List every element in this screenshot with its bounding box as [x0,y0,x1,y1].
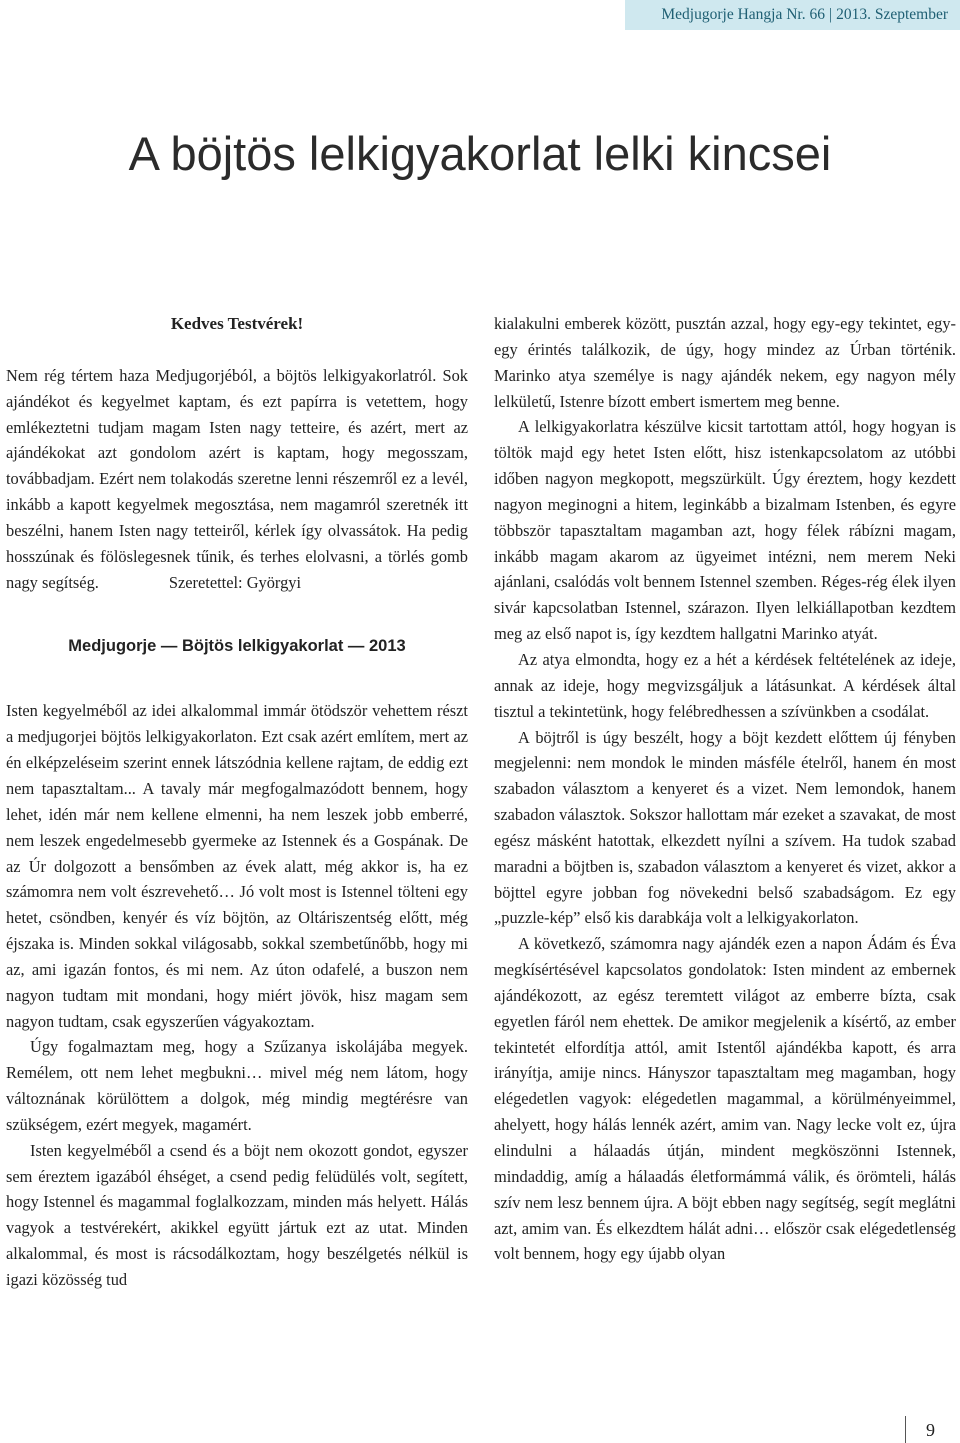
letter-body [6,363,468,596]
header-text [661,6,948,24]
left-paragraph-3: Isten kegyelméből a csend és a böjt nem okozott gondot, egyszer sem éreztem igazából éhséget, a csend pedig felüdülés volt, segített, hogy Istennel és magammal foglalkozzam, minden más helyett. Hálás vagyok a testvérekért, akikkel együtt jártuk ezt az utat. Minden alkalommal, és most is rácsodálkoztam, hogy beszélgetés nélkül is igazi közösség tud [6,1140,468,1289]
left-paragraph-1: Isten kegyelméből az idei alkalommal immár ötödször vehettem részt a medjugorjei böjtös lelkigyakorlaton. Ezt csak azért említem, mert az én elképzeléseim szerint ennek látszódnia kellene rajtam, de eddig ezt nem tapasztaltam... A tavaly már megfogalmazódott bennem, hogy lehet, idén már nem kellene elmenni, ha nem leszek jobb emberré, nem leszek engedelmesebb gyermeke az Istennek és a Gospának. De az Úr dolgozott a bensőmben az évek alatt, még akkor is, ha ez számomra nem volt észrevehető… Jó volt most is Istennel tölteni egy hetet, csöndben, kenyér és víz böjtön, az Oltáriszentség előtt, még éjszaka is. Minden sokkal világosabb, sokkal szembetűnőbb, hogy mi az, ami igazán fontos, és mi nem. Az úton odafelé, a buszon nem nagyon tudtam mit mondani, hogy miért jövök, hisz magam sem nagyon tudtam, csak egyszerűen vágyakoztam. [6,701,468,1031]
left-column [6,311,468,1293]
article-title: A böjtös lelkigyakorlat lelki kincsei [128,127,832,180]
right-paragraph-4: A böjtről is úgy beszélt, hogy a böjt kezdett előttem új fényben megjelenni: nem mondok le minden másféle ételről, hanem én most szabadon választom a kenyeret és a vizet. Nem lemondok, hanem szabadon választok. Sokszor hallottam már ezeket a szavakat, de most egész másként hatottak, elkezdett nyílni a szívem. Ha tudok szabad maradni a böjtben is, szabadon választom a kenyeret és vizet, akkor a böjttel egyre jobban fog növekedni belső szabadságom. Ez egy „puzzle-kép” első kis darabkája volt a lelkigyakorlaton. [494,727,956,928]
right-paragraph-2: A lelkigyakorlatra készülve kicsit tartottam attól, hogy hogyan is töltök majd egy hetet Isten előtt, hisz istenkapcsolatom az utóbbi időben nagyon megkopott, megszürkült. Úgy éreztem, hogy kezdett nagyon meginogni a hitem, leginkább a bizalmam Istenben, és egyre többször tapasztaltam magamban azt, hogy félek rábízni magam, inkább magam akarom az ügyeimet intézni, nem merem Neki ajánlani, csalódás volt bennem Istennel szemben. Réges-rég élek ilyen sivár kapcsolatban Istennel, szárazon. Ilyen lelkiállapotban kezdtem meg az első napot is, így kezdtem hallgatni Marinko atyát. [494,417,956,644]
right-paragraph-3: Az atya elmondta, hogy ez a hét a kérdések feltételének az ideje, annak az ideje, hogy megvizsgáljuk a látásunkat. A kérdések által tisztul a tekintetünk, hogy felébredhessen a szívünkben a csodálat. [494,649,956,721]
issue-number: Nr. 66 [786,6,825,23]
right-column [494,311,956,1267]
issue-date: 2013. Szeptember [836,6,948,23]
salutation: Kedves Testvérek! [170,314,304,333]
header-separator: | [828,6,833,23]
section-title: Medjugorje — Böjtös lelkigyakorlat — 2013 [68,637,406,656]
right-paragraph-1: kialakulni emberek között, pusztán azzal, hogy egy-egy tekintet, egy-egy érintés találkozik, de úgy, hogy mindez az Úrban történik. Marinko atya személye is nagy ajándék nekem, egy nagyon mély lelkületű, Istenre bízott embert ismertem meg benne. [494,314,956,411]
letter-text: Nem rég tértem haza Medjugorjéból, a böjtös lelkigyakorlatról. Sok ajándékot és kegyelmet kaptam, és ezt papírra is vetettem, hogy emlékeztetni tudjam magam Isten nagy tetteire, és azért, mert az ajándékokat azt gondolom azért is kaptam, hogy megosszam, továbbadjam. Ezért nem tolakodás szeretne lenni részemről ez a levél, inkább a kapott kegyelmek megosztása, nem magamról szeretnék itt beszélni, hanem Isten nagy tetteiről, kérlek így olvassátok. Ha pedig hosszúnak és fölöslegesnek tűnik, és terhes elolvasni, a törlés gomb nagy segítség. [6,365,468,592]
publication-name: Medjugorje Hangja [661,6,783,23]
right-paragraph-5: A következő, számomra nagy ajándék ezen a napon Ádám és Éva megkísértésével kapcsolatos gondolatok: Isten mindent az embernek ajándékozott, az egész teremtett világot az emberre bízta, csak egyetlen fáról nem ehettek. De amikor megjelenik a kísértő, az ember tekintetét elfordítja attól, amit Istentől ajándékba kapott, és arra irányítja, amije nincs. Hányszor tapasztaltam meg magamban, hogy elégedetlen vagyok: elégedetlen magammal, a körülményeimmel, ahelyett, hogy hálás lennék azért, amim van. Nagy lecke volt ez, újra elindulni a hálaadás útján, mindent megköszönni Istennek, mindaddig, amíg a hálaadás életformámmá válik, és örömteli, hálás szív nem lesz bennem újra. A böjt ebben nagy segítség, segít meglátni azt, amim van. És elkezdtem hálát adni… először csak elégedetlenség volt bennem, hogy egy újabb olyan [494,934,956,1264]
footer-divider [905,1416,906,1443]
left-paragraph-2: Úgy fogalmaztam meg, hogy a Szűzanya iskolájába megyek. Remélem, ott nem lehet megbukni… mivel még nem látom, hogy változnának körülöttem a dolgok, még mindig megtérésre van szükségem, ezért megyek, magamért. [6,1037,468,1134]
running-header [0,0,960,30]
page-number: 9 [926,1420,935,1440]
spacer [6,337,468,363]
signature: Szeretettel: Györgyi [168,572,302,592]
